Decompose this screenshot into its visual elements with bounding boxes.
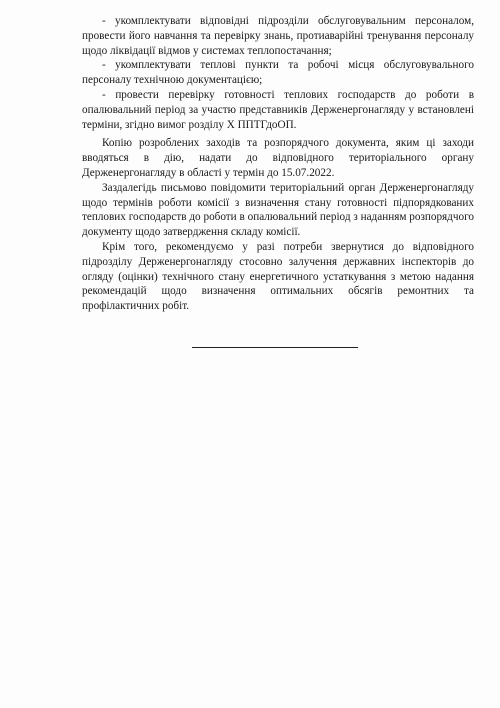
- paragraph-documentation: - укомплектувати теплові пункти та робочі місця обслуговувального персоналу технічною документацією;: [82, 59, 474, 87]
- paragraph-readiness-check: - провести перевірку готовності теплових господарств до роботи в опалювальний період за участю представників Держенергонагляду у встановлені терміни, згідно вимог розділу X ППТГдоОП.: [82, 88, 474, 131]
- paragraph-advance-notice: Заздалегідь письмово повідомити територіальний орган Держенергонагляду щодо термінів роботи комісії з визначення стану готовності підпорядкованих теплових господарств до роботи в опалювальний період з наданням розпорядчого документу щодо затвердження складу комісії.: [82, 181, 474, 239]
- paragraph-staffing: - укомплектувати відповідні підрозділи обслуговувальним персоналом, провести його навчання та перевірку знань, протиаварійні тренування персоналу щодо ліквідації відмов у системах теплопостачання;: [82, 15, 474, 57]
- signature-divider-line: [192, 347, 358, 348]
- paragraph-copy-submission: Копію розроблених заходів та розпорядчого документа, яким ці заходи вводяться в дію, надати до відповідного територіального органу Держенергонагляду в області у термін до 15.07.2022.: [82, 137, 474, 179]
- document-body: [82, 14, 474, 314]
- paragraph-recommendation: Крім того, рекомендуємо у разі потреби звернутися до відповідного підрозділу Держенергонагляду стосовно залучення державних інспекторів до огляду (оцінки) технічного стану енергетичного устаткування з метою надання рекомендацій щодо визначення оптимальних обсягів ремонтних та профілактичних робіт.: [82, 240, 474, 313]
